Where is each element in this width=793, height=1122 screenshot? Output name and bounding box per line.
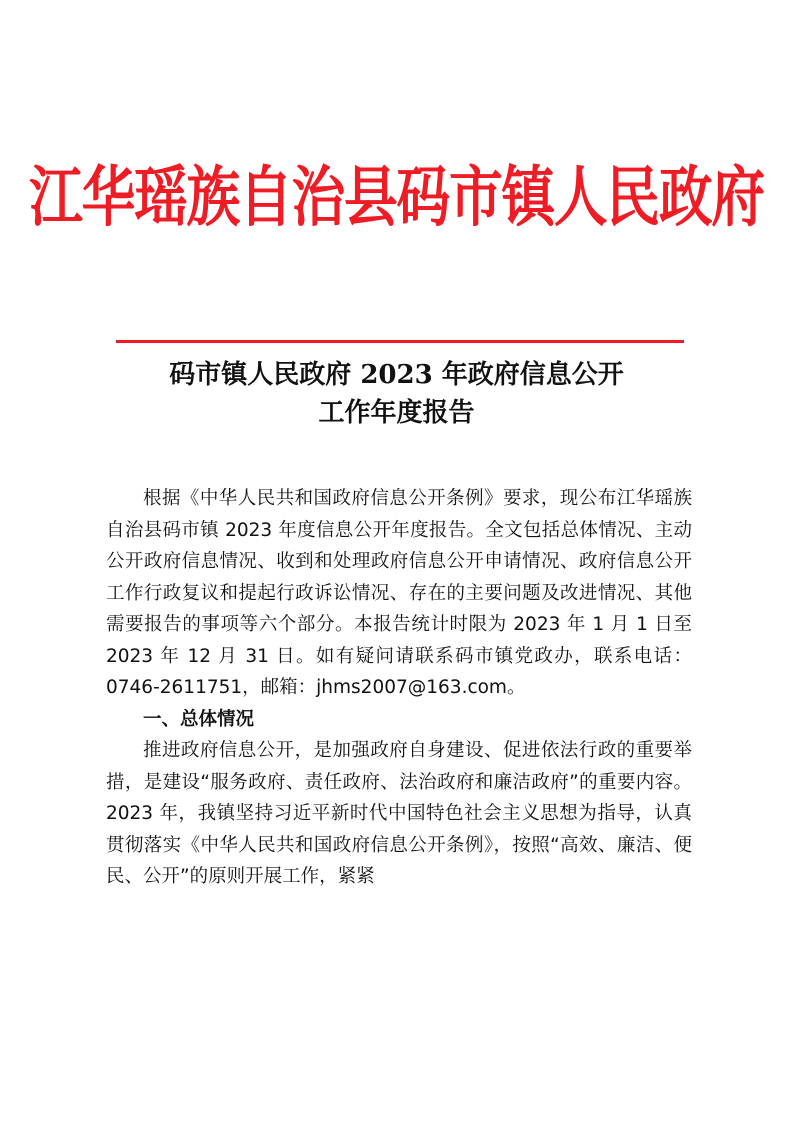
masthead-org-name: 江华瑶族自治县码市镇人民政府 <box>29 159 764 236</box>
document-title-line-1: 码市镇人民政府 2023 年政府信息公开 <box>169 360 624 390</box>
intro-paragraph: 根据《中华人民共和国政府信息公开条例》要求，现公布江华瑶族自治县码市镇 2023 年度信息公开年度报告。全文包括总体情况、主动公开政府信息情况、收到和处理政府信息公开申请情况、政府信息公开工作行政复议和提起行政诉讼情况、存在的主要问题及改进情况、其他需要报告的事项等六个部分。本报告统计时限为 2023 年 1 月 1 日至 2023 年 12 月 31 日。如有疑问请联系码市镇党政办，联系电话：0746-2611751，邮箱：jhms2007@163.com。 <box>106 488 692 698</box>
red-divider-line <box>116 340 684 343</box>
document-title-line-2: 工作年度报告 <box>318 398 475 428</box>
document-title <box>100 356 693 432</box>
section-heading-overview: 一、总体情况 <box>143 708 255 730</box>
document-body <box>106 483 692 893</box>
overview-paragraph: 推进政府信息公开，是加强政府自身建设、促进依法行政的重要举措，是建设“服务政府、责任政府、法治政府和廉洁政府”的重要内容。2023 年，我镇坚持习近平新时代中国特色社会主义思想为指导，认真贯彻落实《中华人民共和国政府信息公开条例》，按照“高效、廉洁、便民、公开”的原则开展工作，紧紧 <box>106 740 692 887</box>
